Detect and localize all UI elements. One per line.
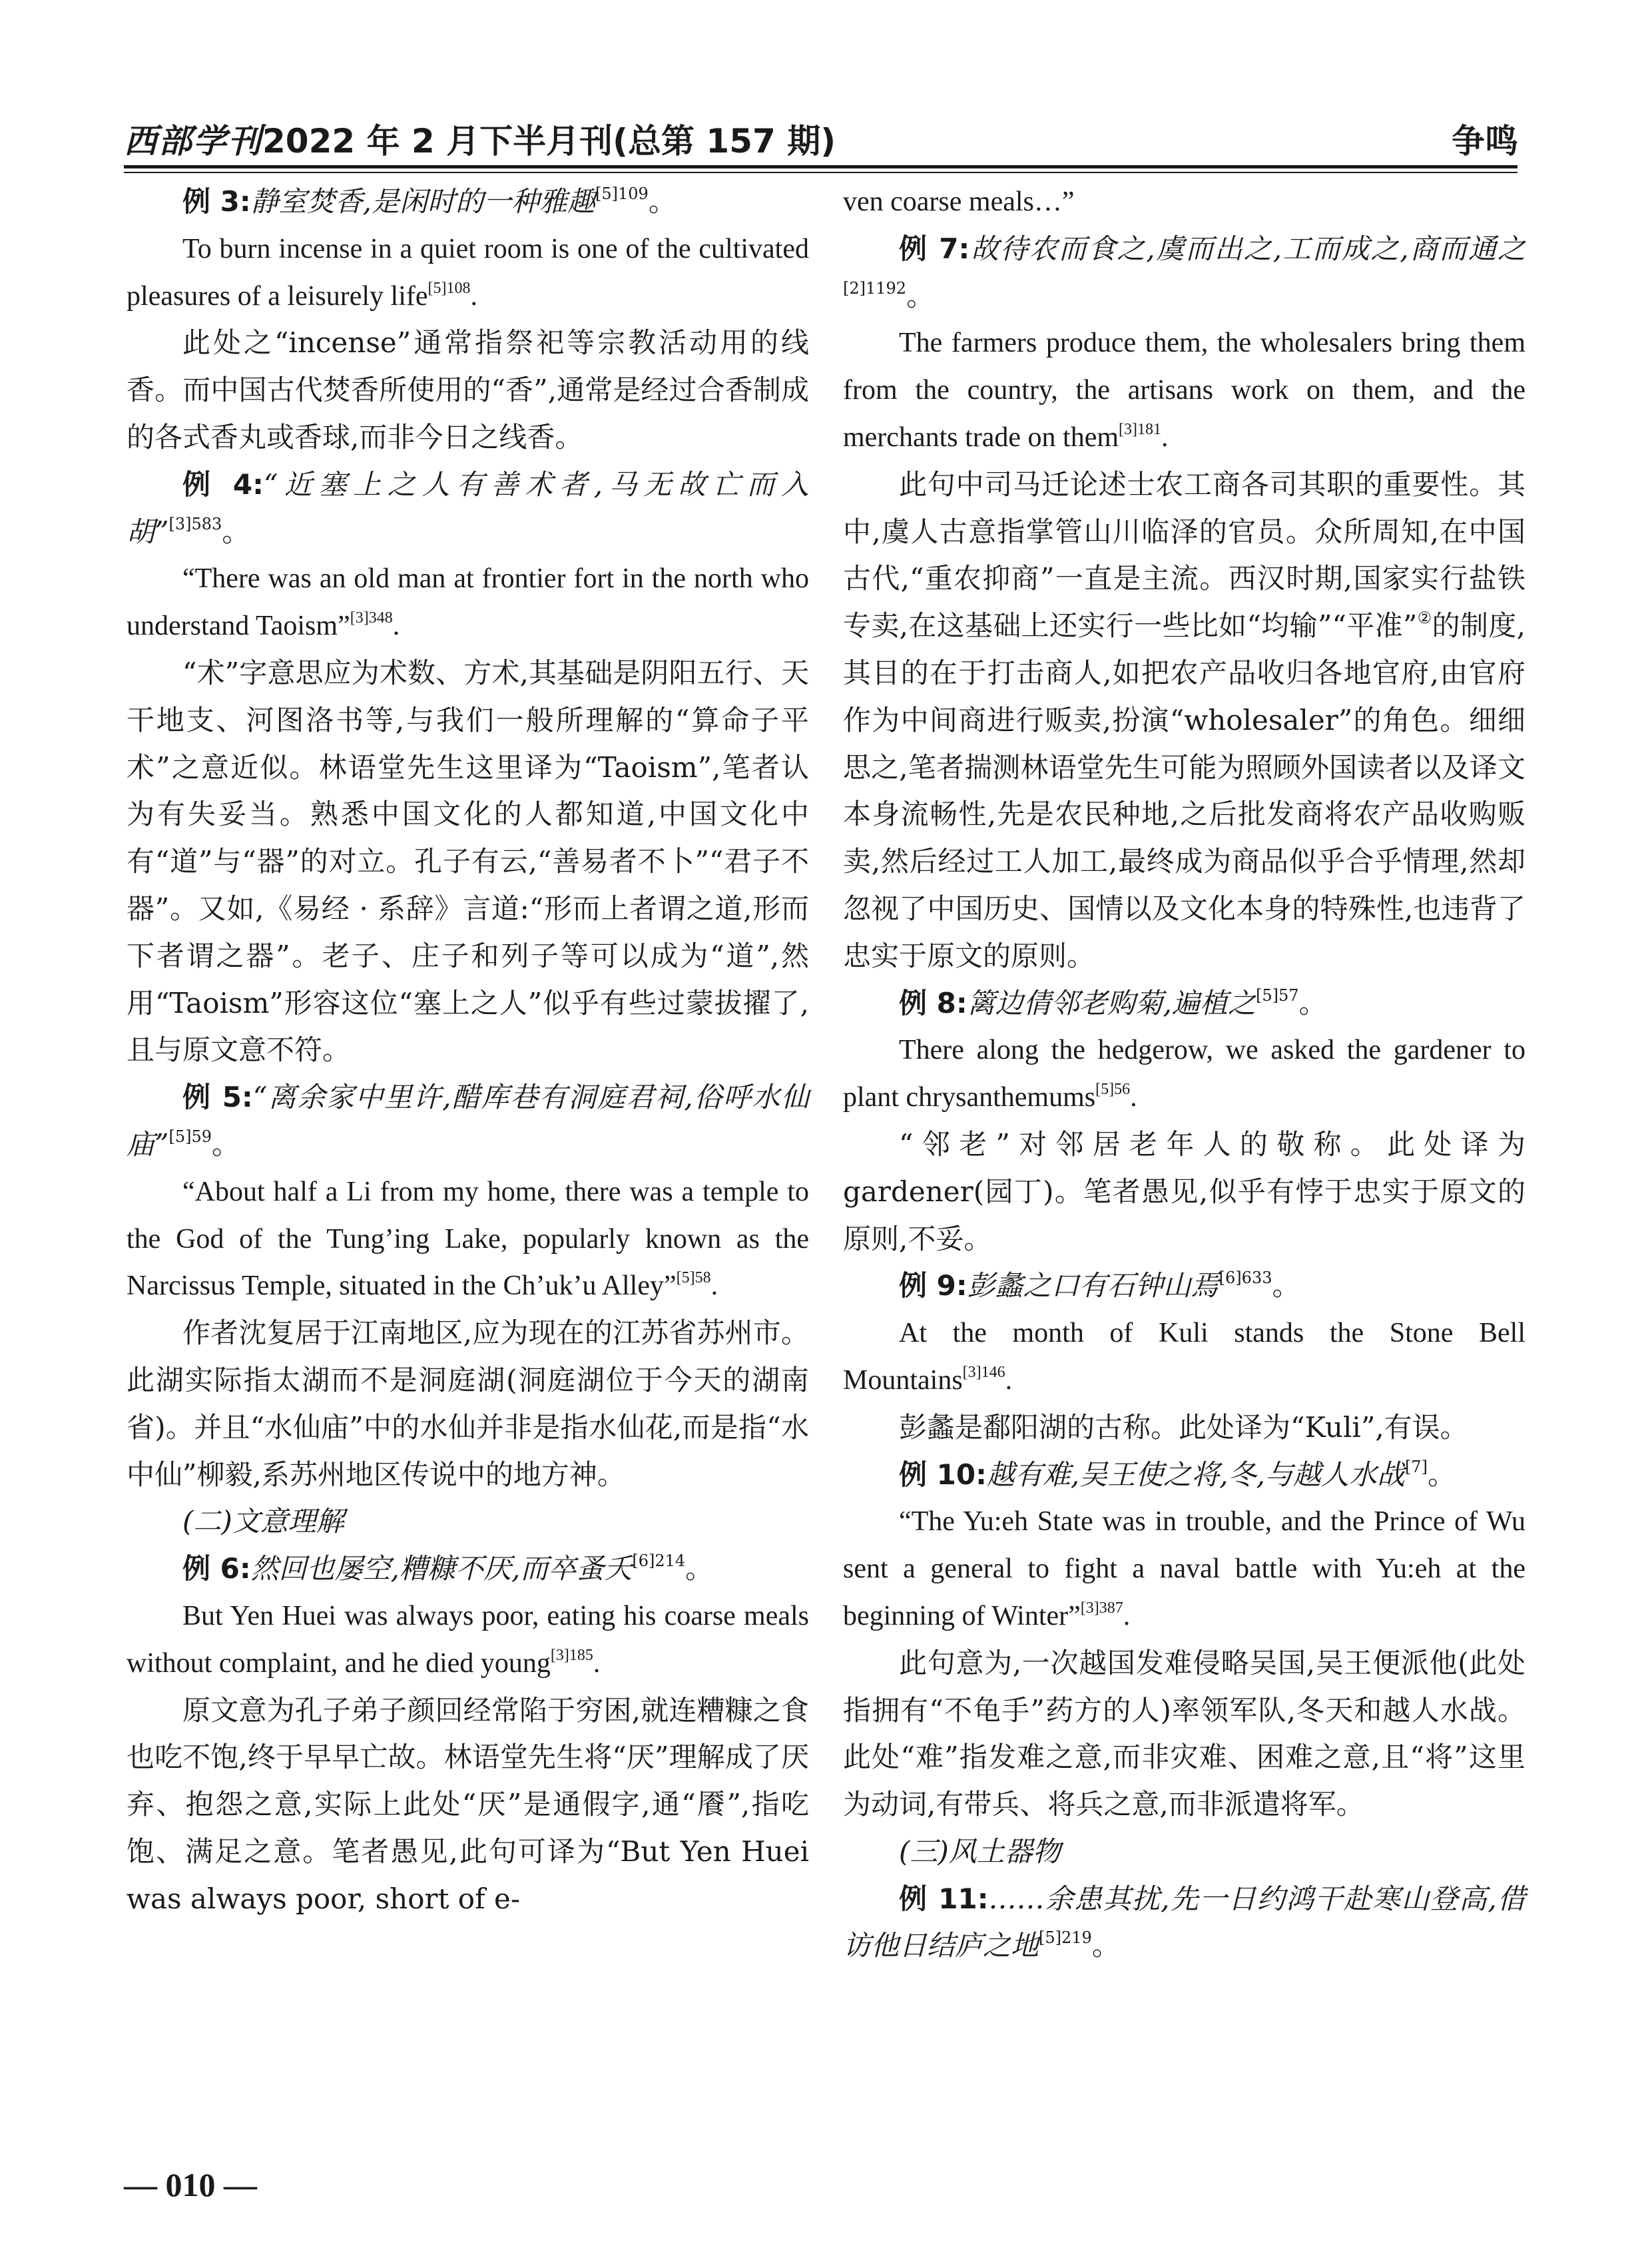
example-6-translation: But Yen Huei was always poor, eating his coarse meals without complaint, and he died young$^{[3]185}$. — [127, 1600, 809, 1679]
example-4-comment: “术”字意思应为术数、方术,其基础是阴阳五行、天干地支、河图洛书等,与我们一般所理解的“算命子平术”之意近似。林语堂先生这里译为“Taoism”,笔者认为有失妥当。熟悉中国文化的人都知道,中国文化中有“道”与“器”的对立。孔子有云,“善易者不卜”“君子不器”。又如,《易经 · 系辞》言道:“形而上者谓之道,形而下者谓之器”。老子、庄子和列子等可以成为“道”,然用“Taoism”形容这位“塞上之人”似乎有些过蒙拔擢了,且与原文意不符。 — [127, 656, 809, 1067]
continued-text: ven coarse meals…” — [843, 186, 1075, 217]
example-9-translation: At the month of Kuli stands the Stone Bell Mountains$^{[3]146}$. — [843, 1318, 1525, 1396]
example-7-translation: The farmers produce them, the wholesalers bring them from the country, the artisans work on them, and the merchants trade on them$^{[3]181}$. — [843, 328, 1525, 453]
example-6-source: 例 6:然回也屡空,糟糠不厌,而卒蚤夭$^{[6]214}$。 — [182, 1551, 714, 1585]
example-10-source: 例 10:越有难,吴王使之将,冬,与越人水战[7]。 — [899, 1457, 1456, 1491]
example-11-source: 例 11:……余患其扰,先一日约鸿干赴寒山登高,借访他日结庐之地$^{[5]219}$。 — [843, 1882, 1525, 1962]
issue-info: 2022 年 2 月下半月刊(总第 157 期) — [262, 122, 836, 160]
example-8-translation: There along the hedgerow, we asked the gardener to plant chrysanthemums$^{[5]56}$. — [843, 1035, 1525, 1113]
example-9-comment: 彭蠡是鄱阳湖的古称。此处译为“Kuli”,有误。 — [899, 1410, 1468, 1444]
journal-header — [124, 115, 836, 162]
header-rule-thin — [124, 172, 1517, 173]
journal-logo: 西部学刊 — [124, 122, 262, 160]
page-number: — 010 — — [124, 2166, 257, 2203]
example-4-translation: “There was an old man at frontier fort in the north who understand Taoism”$^{[3]348}$. — [127, 563, 809, 642]
subsection-heading: (三)风土器物 — [899, 1834, 1061, 1868]
example-8-source: 例 8:篱边倩邻老购菊,遍植之$^{[5]57}$。 — [899, 985, 1327, 1019]
subsection-heading: (二)文意理解 — [182, 1505, 344, 1538]
example-10-comment: 此句意为,一次越国发难侵略吴国,吴王便派他(此处指拥有“不龟手”药方的人)率领军队,冬天和越人水战。此处“难”指发难之意,而非灾难、困难之意,且“将”这里为动词,有带兵、将兵之意,而非派遣将军。 — [843, 1646, 1525, 1821]
example-6-comment: 原文意为孔子弟子颜回经常陷于穷困,就连糟糠之食也吃不饱,终于早早亡故。林语堂先生将“厌”理解成了厌弃、抱怨之意,实际上此处“厌”是通假字,通“餍”,指吃饱、满足之意。笔者愚见,此句可译为“But Yen Huei was always poor, short of e- — [127, 1693, 809, 1915]
right-column — [843, 178, 1525, 1970]
example-7-source: 例 7:故待农而食之,虞而出之,工而成之,商而通之$^{[2]1192}$。 — [843, 232, 1525, 312]
example-5-translation: “About half a Li from my home, there was a temple to the God of the Tung’ing Lake, popularly known as the Narcissus Temple, situated in the Ch’uk’u Alley”$^{[5]58}$. — [127, 1176, 809, 1302]
header-rule-thick — [124, 165, 1517, 168]
example-9-source: 例 9:彭蠡之口有石钟山焉$^{[6]633}$。 — [899, 1268, 1300, 1302]
example-10-translation: “The Yu:eh State was in trouble, and the Prince of Wu sent a general to fight a naval battle with Yu:eh at the beginning of Winter”$^{[3]387}$. — [843, 1506, 1525, 1631]
example-5-source: 例 5:“离余家中里许,醋库巷有洞庭君祠,俗呼水仙庙”$^{[5]59}$。 — [127, 1081, 809, 1161]
section-title: 争鸣 — [1452, 122, 1518, 160]
example-7-comment: 此句中司马迁论述士农工商各司其职的重要性。其中,虞人古意指掌管山川临泽的官员。众所周知,在中国古代,“重农抑商”一直是主流。西汉时期,国家实行盐铁专卖,在这基础上还实行一些比如“均输”“平准”②的制度,其目的在于打击商人,如把农产品收归各地官府,由官府作为中间商进行贩卖,扮演“wholesaler”的角色。细细思之,笔者揣测林语堂先生可能为照顾外国读者以及译文本身流畅性,先是农民种地,之后批发商将农产品收购贩卖,然后经过工人加工,最终成为商品似乎合乎情理,然却忽视了中国历史、国情以及文化本身的特殊性,也违背了忠实于原文的原则。 — [843, 467, 1525, 972]
example-4-source: 例 4:“近塞上之人有善术者,马无故亡而入胡”$^{[3]583}$。 — [127, 467, 809, 548]
example-3-source: 例 3:静室焚香,是闲时的一种雅趣$^{[5]109}$。 — [182, 184, 677, 218]
example-5-comment: 作者沈复居于江南地区,应为现在的江苏省苏州市。此湖实际指太湖而不是洞庭湖(洞庭湖位于今天的湖南省)。并且“水仙庙”中的水仙并非是指水仙花,而是指“水中仙”柳毅,系苏州地区传说中的地方神。 — [127, 1316, 809, 1491]
example-3-translation: To burn incense in a quiet room is one of the cultivated pleasures of a leisurely life$^{[5]108}$. — [127, 233, 809, 312]
example-3-comment: 此处之“incense”通常指祭祀等宗教活动用的线香。而中国古代焚香所使用的“香”,通常是经过合香制成的各式香丸或香球,而非今日之线香。 — [127, 326, 809, 453]
left-column — [127, 178, 809, 1922]
example-8-comment: “邻老”对邻居老年人的敬称。此处译为 gardener(园丁)。笔者愚见,似乎有悖于忠实于原文的原则,不妥。 — [843, 1127, 1525, 1255]
